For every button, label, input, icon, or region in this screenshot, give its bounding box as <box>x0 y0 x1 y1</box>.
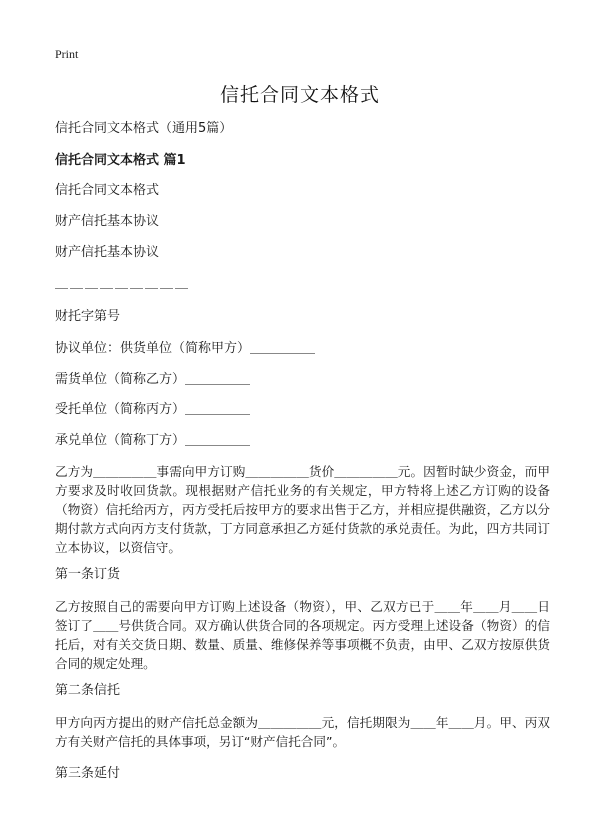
article-heading: 第三条延付 <box>55 766 121 781</box>
document-title: 信托合同文本格式 <box>219 84 380 106</box>
text-line: 承兑单位（简称丁方）＿＿＿＿＿ <box>55 433 251 448</box>
body-paragraph: 甲方向丙方提出的财产信托总金额为＿＿＿＿＿元，信托期限为＿＿年＿＿月。甲、丙双方有关财产信托的具体事项，另订“财产信托合同”。 <box>55 715 550 749</box>
text-line: 信托合同文本格式 <box>55 183 160 198</box>
section-heading: 信托合同文本格式 篇1 <box>55 153 186 168</box>
text-line: 财产信托基本协议 <box>55 245 160 260</box>
body-paragraph: 乙方按照自己的需要向甲方订购上述设备（物资），甲、乙双方已于＿＿年＿＿月＿＿日签订了＿＿号供货合同。双方确认供货合同的各项规定。丙方受理上述设备（物资）的信托后，对有关交货日期、数量、质量、维修保养等事项概不负责，由甲、乙双方按原供货合同的规定处理。 <box>55 599 550 671</box>
text-line: 需货单位（简称乙方）＿＿＿＿＿ <box>55 372 251 387</box>
text-line: 协议单位：供货单位（简称甲方）＿＿＿＿＿ <box>55 341 316 356</box>
blank-line: ＿＿＿＿＿＿＿＿＿ <box>55 276 191 291</box>
text-line: 财托字第号 <box>55 309 121 324</box>
article-heading: 第一条订货 <box>55 567 121 582</box>
article-heading: 第二条信托 <box>55 683 121 698</box>
text-line: 受托单位（简称丙方）＿＿＿＿＿ <box>55 402 251 417</box>
print-label[interactable]: Print <box>55 47 79 61</box>
text-line: 财产信托基本协议 <box>55 214 160 229</box>
document-subtitle: 信托合同文本格式（通用5篇） <box>55 121 233 136</box>
body-paragraph: 乙方为＿＿＿＿＿事需向甲方订购＿＿＿＿＿货价＿＿＿＿＿元。因暂时缺少资金，而甲方要求及时收回货款。现根据财产信托业务的有关规定，甲方特将上述乙方订购的设备（物资）信托给丙方，丙方受托后按甲方的要求出售于乙方，并相应提供融资，乙方以分期付款方式向丙方支付货款，丁方同意承担乙方延付货款的承兑责任。为此，四方共同订立本协议，以资信守。 <box>55 464 550 555</box>
